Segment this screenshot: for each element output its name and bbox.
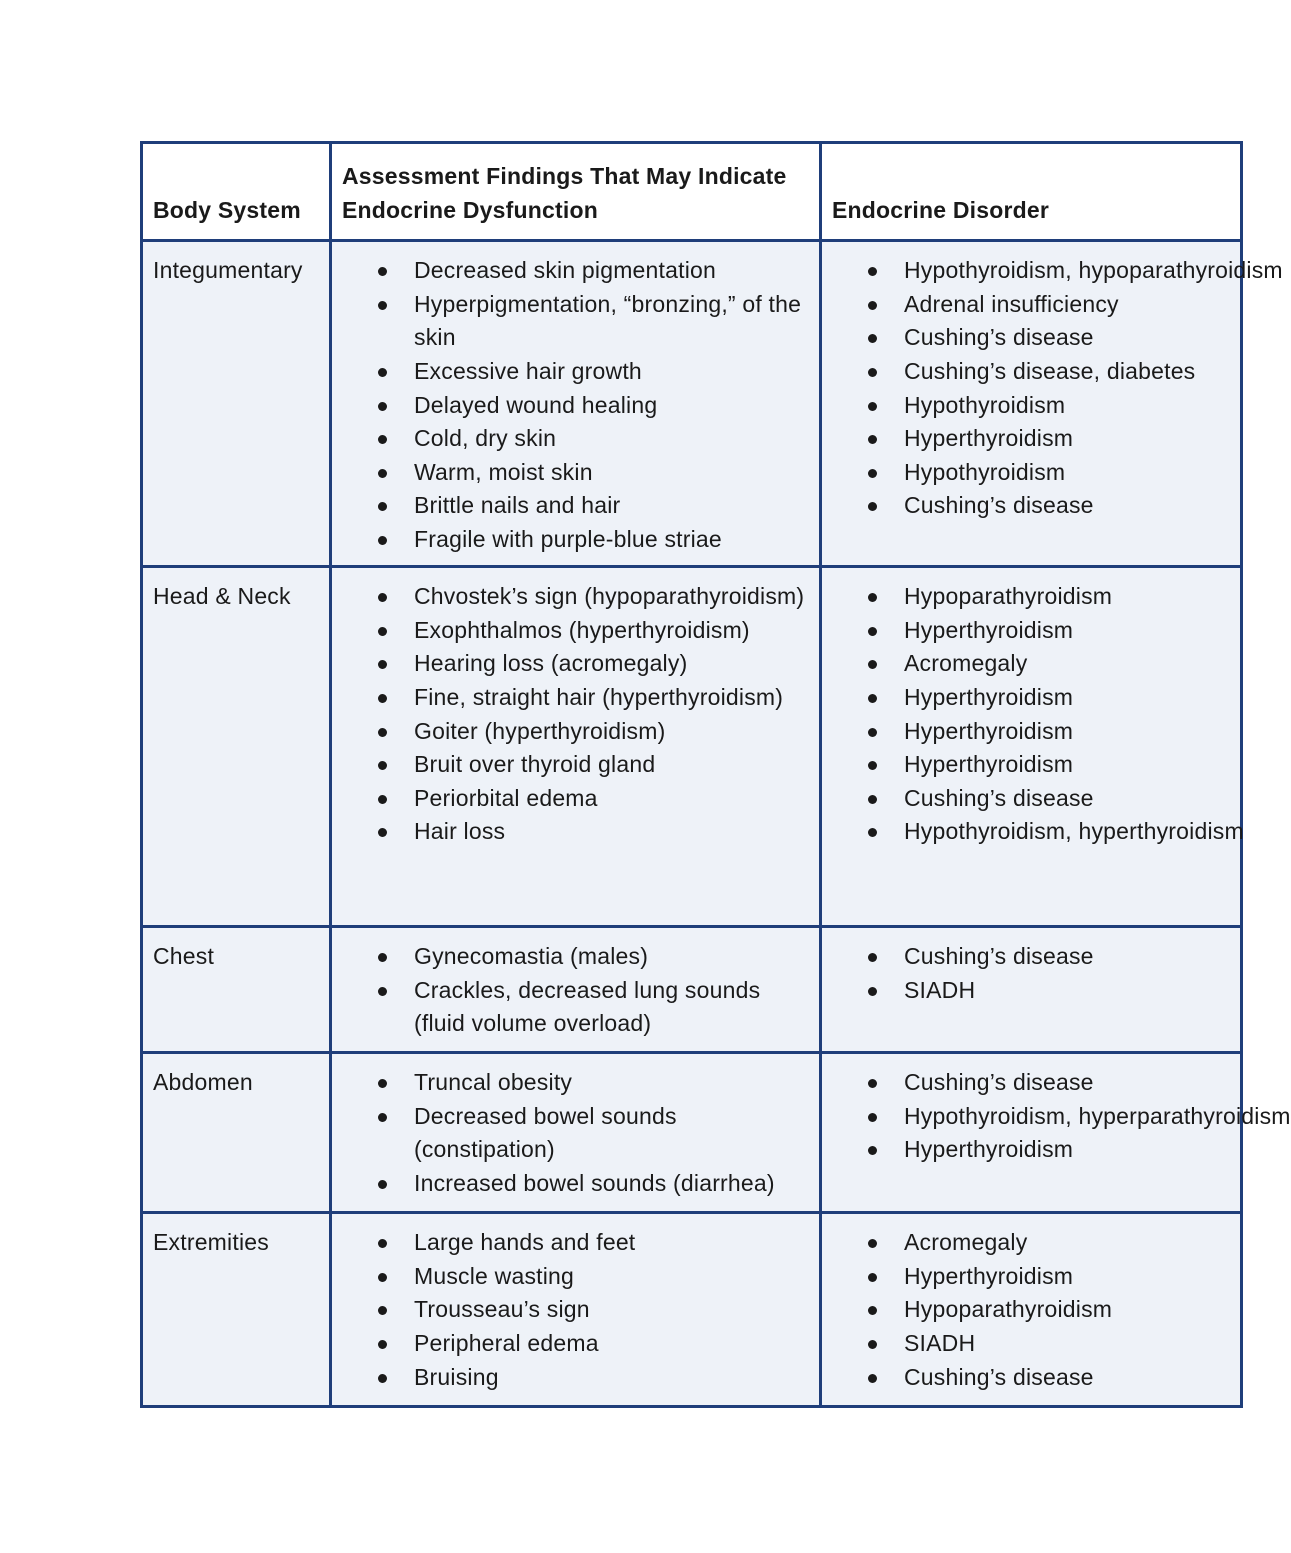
disorder-item xyxy=(822,1361,1232,1395)
findings-list xyxy=(332,580,811,849)
disorder-cell xyxy=(821,927,1242,1053)
finding-item xyxy=(332,422,811,456)
disorder-item xyxy=(822,1293,1232,1327)
bullet-icon xyxy=(868,267,877,276)
disorder-cell xyxy=(821,1053,1291,1213)
bullet-icon xyxy=(868,1113,877,1122)
bullet-icon xyxy=(868,1374,877,1383)
bullet-icon xyxy=(378,1079,387,1088)
bullet-icon xyxy=(378,502,387,511)
table-row xyxy=(142,927,1242,1053)
disorder-item xyxy=(822,1133,1232,1167)
finding-item-text: Brittle nails and hair xyxy=(414,492,621,519)
disorder-item-text: Acromegaly xyxy=(904,1229,1028,1256)
bullet-icon xyxy=(378,435,387,444)
disorder-item xyxy=(822,389,1232,423)
finding-item-text: Gynecomastia (males) xyxy=(414,943,649,970)
disorder-item xyxy=(822,1226,1232,1260)
table-row xyxy=(142,1053,1242,1213)
finding-item xyxy=(332,1167,811,1201)
disorder-item xyxy=(822,1260,1232,1294)
disorder-item-text: Hyperthyroidism xyxy=(904,683,1074,710)
finding-item xyxy=(332,748,811,782)
bullet-icon xyxy=(868,1273,877,1282)
bullet-icon xyxy=(378,1374,387,1383)
disorder-item xyxy=(822,288,1232,322)
bullet-icon xyxy=(868,1239,877,1248)
bullet-icon xyxy=(378,761,387,770)
bullet-icon xyxy=(868,953,877,962)
body-system-label: Abdomen xyxy=(153,1069,253,1096)
disorder-item-text: Hyperthyroidism xyxy=(904,717,1074,744)
bullet-icon xyxy=(378,728,387,737)
finding-item-text: Muscle wasting xyxy=(414,1262,575,1289)
disorder-item xyxy=(822,940,1232,974)
finding-item-text: Hyperpigmentation, “bronzing,” of the skin xyxy=(414,290,802,351)
bullet-icon xyxy=(378,1340,387,1349)
bullet-icon xyxy=(868,795,877,804)
disorders-list xyxy=(822,580,1244,849)
finding-item xyxy=(332,489,811,523)
header-findings xyxy=(331,143,821,241)
body-system-cell xyxy=(142,241,331,567)
disorder-cell xyxy=(821,567,1242,927)
finding-item xyxy=(332,1361,811,1395)
bullet-icon xyxy=(378,953,387,962)
finding-item xyxy=(332,681,811,715)
disorder-item-text: Cushing’s disease xyxy=(904,1069,1094,1096)
disorder-item-text: Hypothyroidism xyxy=(904,391,1066,418)
finding-item-text: Truncal obesity xyxy=(414,1069,573,1096)
disorder-item-text: Acromegaly xyxy=(904,650,1028,677)
body-system-label: Extremities xyxy=(153,1229,269,1256)
body-system-cell xyxy=(142,567,331,927)
disorder-item-text: Cushing’s disease xyxy=(904,943,1094,970)
finding-item-text: Hair loss xyxy=(414,818,506,845)
disorder-item-text: Hypothyroidism, hypoparathyroidism xyxy=(904,257,1283,284)
finding-item xyxy=(332,782,811,816)
disorder-item-text: SIADH xyxy=(904,976,976,1003)
disorder-item xyxy=(822,456,1232,490)
finding-item-text: Peripheral edema xyxy=(414,1329,599,1356)
finding-item xyxy=(332,288,811,355)
bullet-icon xyxy=(378,987,387,996)
bullet-icon xyxy=(378,1239,387,1248)
finding-item xyxy=(332,1066,811,1100)
finding-item xyxy=(332,974,811,1041)
finding-item-text: Fragile with purple-blue striae xyxy=(414,525,722,552)
disorder-item xyxy=(822,614,1232,648)
findings-cell xyxy=(331,1213,821,1407)
disorder-item xyxy=(822,254,1283,288)
bullet-icon xyxy=(868,728,877,737)
finding-item xyxy=(332,1293,811,1327)
finding-item xyxy=(332,1260,811,1294)
bullet-icon xyxy=(378,368,387,377)
bullet-icon xyxy=(868,761,877,770)
disorder-item-text: SIADH xyxy=(904,1329,976,1356)
findings-cell xyxy=(331,927,821,1053)
bullet-icon xyxy=(378,1306,387,1315)
finding-item-text: Periorbital edema xyxy=(414,784,598,811)
header-findings-line1: Assessment Findings That May Indicate xyxy=(342,163,787,189)
disorder-item xyxy=(822,580,1232,614)
body-system-label: Head & Neck xyxy=(153,583,291,610)
disorder-item-text: Hypothyroidism, hyperparathyroidism xyxy=(904,1102,1291,1129)
finding-item xyxy=(332,647,811,681)
disorder-item-text: Hyperthyroidism xyxy=(904,1136,1074,1163)
finding-item xyxy=(332,254,811,288)
disorders-list xyxy=(822,1226,1232,1394)
finding-item-text: Delayed wound healing xyxy=(414,391,658,418)
disorder-item xyxy=(822,1100,1291,1134)
finding-item-text: Excessive hair growth xyxy=(414,357,642,384)
finding-item xyxy=(332,815,811,849)
disorder-item xyxy=(822,815,1244,849)
disorder-item-text: Hypothyroidism xyxy=(904,458,1066,485)
disorder-item-text: Cushing’s disease xyxy=(904,492,1094,519)
disorder-item-text: Hyperthyroidism xyxy=(904,1262,1074,1289)
bullet-icon xyxy=(378,1180,387,1189)
disorder-item xyxy=(822,647,1232,681)
header-row xyxy=(142,143,1242,241)
bullet-icon xyxy=(868,368,877,377)
endocrine-assessment-table xyxy=(140,141,1291,1408)
disorder-item-text: Cushing’s disease xyxy=(904,784,1094,811)
bullet-icon xyxy=(868,402,877,411)
finding-item-text: Trousseau’s sign xyxy=(414,1296,590,1323)
bullet-icon xyxy=(868,469,877,478)
finding-item-text: Exophthalmos (hyperthyroidism) xyxy=(414,616,750,643)
finding-item xyxy=(332,940,811,974)
findings-list xyxy=(332,1066,811,1200)
disorder-item xyxy=(822,1066,1232,1100)
finding-item xyxy=(332,1327,811,1361)
bullet-icon xyxy=(378,795,387,804)
header-body-system: Body System xyxy=(142,143,331,241)
bullet-icon xyxy=(868,627,877,636)
findings-list xyxy=(332,254,811,556)
bullet-icon xyxy=(378,828,387,837)
bullet-icon xyxy=(378,1273,387,1282)
disorder-item xyxy=(822,974,1232,1008)
finding-item xyxy=(332,614,811,648)
endocrine-assessment-table-wrapper xyxy=(140,141,1291,1408)
bullet-icon xyxy=(378,536,387,545)
body-system-cell xyxy=(142,927,331,1053)
table-row xyxy=(142,567,1242,927)
disorder-item xyxy=(822,681,1232,715)
finding-item xyxy=(332,1100,811,1167)
header-findings-line2: Endocrine Dysfunction xyxy=(342,196,598,223)
disorder-item xyxy=(822,1327,1232,1361)
finding-item xyxy=(332,389,811,423)
disorder-item xyxy=(822,748,1232,782)
disorder-item-text: Hyperthyroidism xyxy=(904,616,1074,643)
finding-item-text: Goiter (hyperthyroidism) xyxy=(414,717,666,744)
finding-item-text: Bruising xyxy=(414,1363,499,1390)
bullet-icon xyxy=(868,502,877,511)
body-system-label: Integumentary xyxy=(153,257,303,284)
disorder-item-text: Hypothyroidism, hyperthyroidism xyxy=(904,818,1244,845)
table-body xyxy=(142,241,1291,1407)
disorder-cell xyxy=(821,1213,1242,1407)
bullet-icon xyxy=(378,469,387,478)
bullet-icon xyxy=(868,987,877,996)
bullet-icon xyxy=(378,267,387,276)
disorder-item xyxy=(822,355,1232,389)
findings-cell xyxy=(331,241,821,567)
finding-item xyxy=(332,580,811,614)
body-system-cell xyxy=(142,1213,331,1407)
disorders-list xyxy=(822,254,1283,523)
bullet-icon xyxy=(378,660,387,669)
disorders-list xyxy=(822,940,1232,1007)
finding-item xyxy=(332,456,811,490)
disorders-list xyxy=(822,1066,1291,1167)
finding-item xyxy=(332,715,811,749)
bullet-icon xyxy=(868,1146,877,1155)
bullet-icon xyxy=(868,334,877,343)
disorder-item-text: Cushing’s disease xyxy=(904,324,1094,351)
table-row xyxy=(142,1213,1242,1407)
disorder-item xyxy=(822,782,1232,816)
finding-item-text: Large hands and feet xyxy=(414,1229,636,1256)
findings-cell xyxy=(331,1053,821,1213)
bullet-icon xyxy=(868,435,877,444)
disorder-cell xyxy=(821,241,1283,567)
disorder-item-text: Hyperthyroidism xyxy=(904,425,1074,452)
finding-item-text: Chvostek’s sign (hypoparathyroidism) xyxy=(414,583,805,610)
bullet-icon xyxy=(378,402,387,411)
finding-item-text: Crackles, decreased lung sounds (fluid volume overload) xyxy=(414,976,761,1037)
disorder-item xyxy=(822,422,1232,456)
bullet-icon xyxy=(378,593,387,602)
bullet-icon xyxy=(378,1113,387,1122)
disorder-item-text: Hypoparathyroidism xyxy=(904,583,1113,610)
finding-item xyxy=(332,1226,811,1260)
disorder-item-text: Cushing’s disease, diabetes xyxy=(904,357,1196,384)
body-system-label: Chest xyxy=(153,943,215,970)
disorder-item xyxy=(822,715,1232,749)
disorder-item xyxy=(822,321,1232,355)
disorder-item-text: Hypoparathyroidism xyxy=(904,1296,1113,1323)
bullet-icon xyxy=(868,301,877,310)
finding-item-text: Bruit over thyroid gland xyxy=(414,751,656,778)
bullet-icon xyxy=(378,301,387,310)
bullet-icon xyxy=(378,627,387,636)
finding-item xyxy=(332,523,811,557)
finding-item xyxy=(332,355,811,389)
finding-item-text: Decreased bowel sounds (constipation) xyxy=(414,1102,677,1163)
bullet-icon xyxy=(868,593,877,602)
finding-item-text: Decreased skin pigmentation xyxy=(414,257,717,284)
table-row xyxy=(142,241,1242,567)
finding-item-text: Fine, straight hair (hyperthyroidism) xyxy=(414,683,784,710)
bullet-icon xyxy=(868,1079,877,1088)
bullet-icon xyxy=(378,694,387,703)
disorder-item-text: Adrenal insufficiency xyxy=(904,290,1119,317)
finding-item-text: Hearing loss (acromegaly) xyxy=(414,650,688,677)
bullet-icon xyxy=(868,1340,877,1349)
bullet-icon xyxy=(868,828,877,837)
findings-list xyxy=(332,940,811,1041)
disorder-item-text: Cushing’s disease xyxy=(904,1363,1094,1390)
disorder-item xyxy=(822,489,1232,523)
body-system-cell xyxy=(142,1053,331,1213)
finding-item-text: Cold, dry skin xyxy=(414,425,557,452)
disorder-item-text: Hyperthyroidism xyxy=(904,751,1074,778)
header-disorder: Endocrine Disorder xyxy=(821,143,1242,241)
bullet-icon xyxy=(868,694,877,703)
finding-item-text: Increased bowel sounds (diarrhea) xyxy=(414,1169,775,1196)
finding-item-text: Warm, moist skin xyxy=(414,458,593,485)
findings-cell xyxy=(331,567,821,927)
bullet-icon xyxy=(868,660,877,669)
bullet-icon xyxy=(868,1306,877,1315)
findings-list xyxy=(332,1226,811,1394)
